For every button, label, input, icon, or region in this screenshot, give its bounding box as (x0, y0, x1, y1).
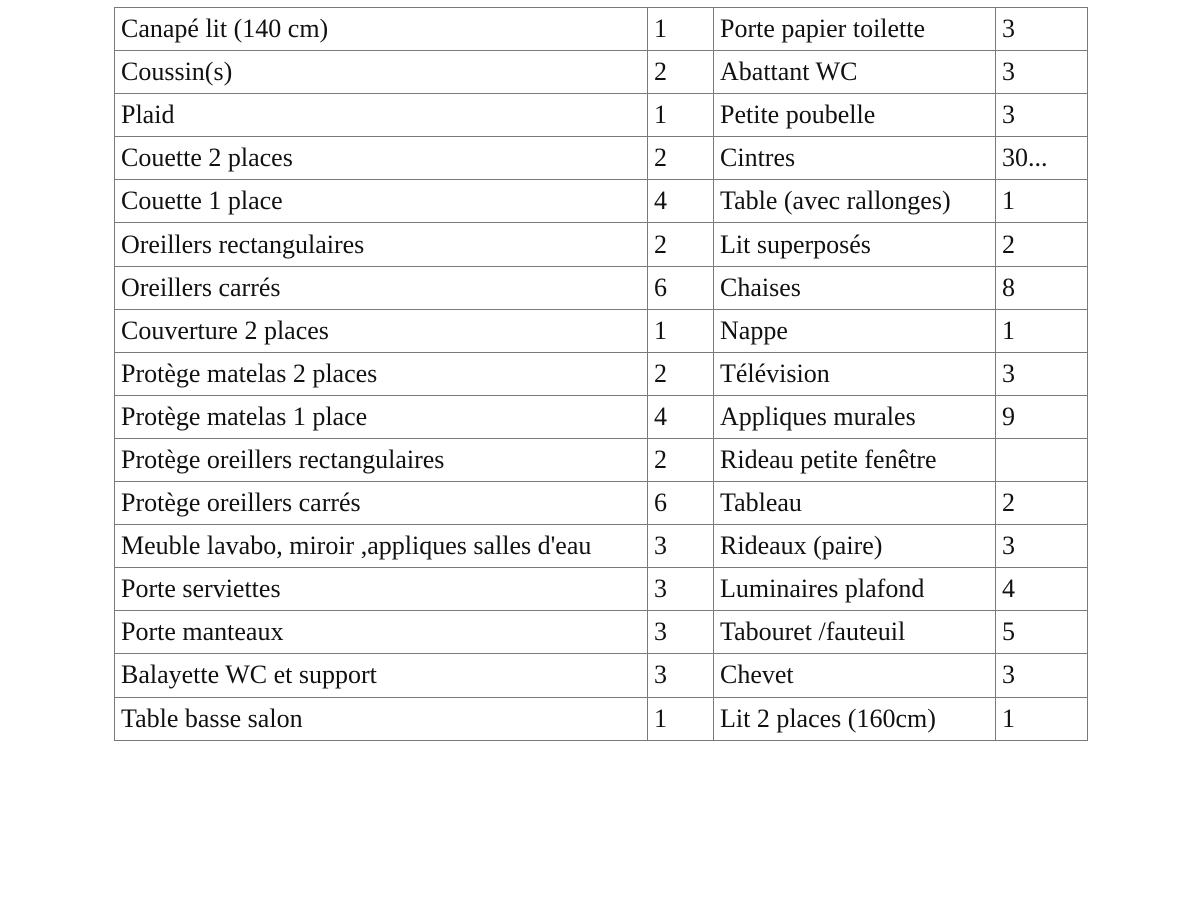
quantity-cell-right: 3 (996, 654, 1088, 697)
table-row (115, 8, 1088, 51)
table-row (115, 697, 1088, 740)
item-name-cell-right: Rideaux (paire) (714, 525, 996, 568)
item-name-cell-right: Rideau petite fenêtre (714, 438, 996, 481)
quantity-cell-left: 3 (648, 611, 714, 654)
item-name-cell-left: Couette 2 places (115, 137, 648, 180)
table-row (115, 266, 1088, 309)
item-name-cell-right: Lit 2 places (160cm) (714, 697, 996, 740)
table-row (115, 137, 1088, 180)
item-name-cell-left: Balayette WC et support (115, 654, 648, 697)
quantity-cell-left: 2 (648, 51, 714, 94)
item-name-cell-left: Porte serviettes (115, 568, 648, 611)
table-row (115, 525, 1088, 568)
quantity-cell-left: 2 (648, 352, 714, 395)
item-name-cell-right: Table (avec rallonges) (714, 180, 996, 223)
table-row (115, 94, 1088, 137)
table-row (115, 51, 1088, 94)
table-row (115, 223, 1088, 266)
quantity-cell-right: 3 (996, 352, 1088, 395)
quantity-cell-right: 3 (996, 51, 1088, 94)
item-name-cell-right: Porte papier toilette (714, 8, 996, 51)
quantity-cell-right: 3 (996, 8, 1088, 51)
item-name-cell-right: Cintres (714, 137, 996, 180)
quantity-cell-left: 1 (648, 8, 714, 51)
quantity-cell-left: 1 (648, 309, 714, 352)
quantity-cell-left: 2 (648, 438, 714, 481)
inventory-table (114, 7, 1088, 741)
item-name-cell-left: Porte manteaux (115, 611, 648, 654)
item-name-cell-right: Chevet (714, 654, 996, 697)
quantity-cell-right: 2 (996, 223, 1088, 266)
item-name-cell-left: Oreillers rectangulaires (115, 223, 648, 266)
item-name-cell-left: Oreillers carrés (115, 266, 648, 309)
item-name-cell-right: Chaises (714, 266, 996, 309)
quantity-cell-left: 6 (648, 266, 714, 309)
inventory-table-body (115, 8, 1088, 741)
quantity-cell-right: 8 (996, 266, 1088, 309)
item-name-cell-right: Luminaires plafond (714, 568, 996, 611)
quantity-cell-left: 3 (648, 525, 714, 568)
item-name-cell-left: Plaid (115, 94, 648, 137)
quantity-cell-right: 5 (996, 611, 1088, 654)
table-row (115, 352, 1088, 395)
quantity-cell-left: 6 (648, 482, 714, 525)
table-row (115, 438, 1088, 481)
quantity-cell-left: 3 (648, 568, 714, 611)
item-name-cell-left: Table basse salon (115, 697, 648, 740)
quantity-cell-right: 1 (996, 309, 1088, 352)
quantity-cell-right: 30... (996, 137, 1088, 180)
table-row (115, 482, 1088, 525)
item-name-cell-left: Canapé lit (140 cm) (115, 8, 648, 51)
item-name-cell-right: Lit superposés (714, 223, 996, 266)
quantity-cell-left: 1 (648, 94, 714, 137)
table-row (115, 568, 1088, 611)
item-name-cell-left: Protège matelas 1 place (115, 395, 648, 438)
quantity-cell-right (996, 438, 1088, 481)
item-name-cell-right: Petite poubelle (714, 94, 996, 137)
item-name-cell-right: Nappe (714, 309, 996, 352)
table-row (115, 309, 1088, 352)
table-row (115, 654, 1088, 697)
quantity-cell-left: 2 (648, 223, 714, 266)
item-name-cell-right: Télévision (714, 352, 996, 395)
table-row (115, 180, 1088, 223)
item-name-cell-right: Appliques murales (714, 395, 996, 438)
item-name-cell-left: Protège matelas 2 places (115, 352, 648, 395)
table-row (115, 611, 1088, 654)
item-name-cell-left: Couverture 2 places (115, 309, 648, 352)
item-name-cell-left: Couette 1 place (115, 180, 648, 223)
quantity-cell-right: 2 (996, 482, 1088, 525)
table-row (115, 395, 1088, 438)
quantity-cell-right: 1 (996, 180, 1088, 223)
quantity-cell-left: 2 (648, 137, 714, 180)
quantity-cell-right: 4 (996, 568, 1088, 611)
item-name-cell-left: Protège oreillers carrés (115, 482, 648, 525)
quantity-cell-left: 4 (648, 180, 714, 223)
quantity-cell-right: 1 (996, 697, 1088, 740)
item-name-cell-right: Abattant WC (714, 51, 996, 94)
item-name-cell-left: Coussin(s) (115, 51, 648, 94)
quantity-cell-left: 1 (648, 697, 714, 740)
quantity-cell-right: 3 (996, 525, 1088, 568)
item-name-cell-left: Meuble lavabo, miroir ,appliques salles d'eau (115, 525, 648, 568)
quantity-cell-left: 4 (648, 395, 714, 438)
quantity-cell-left: 3 (648, 654, 714, 697)
quantity-cell-right: 3 (996, 94, 1088, 137)
item-name-cell-right: Tabouret /fauteuil (714, 611, 996, 654)
item-name-cell-right: Tableau (714, 482, 996, 525)
quantity-cell-right: 9 (996, 395, 1088, 438)
item-name-cell-left: Protège oreillers rectangulaires (115, 438, 648, 481)
